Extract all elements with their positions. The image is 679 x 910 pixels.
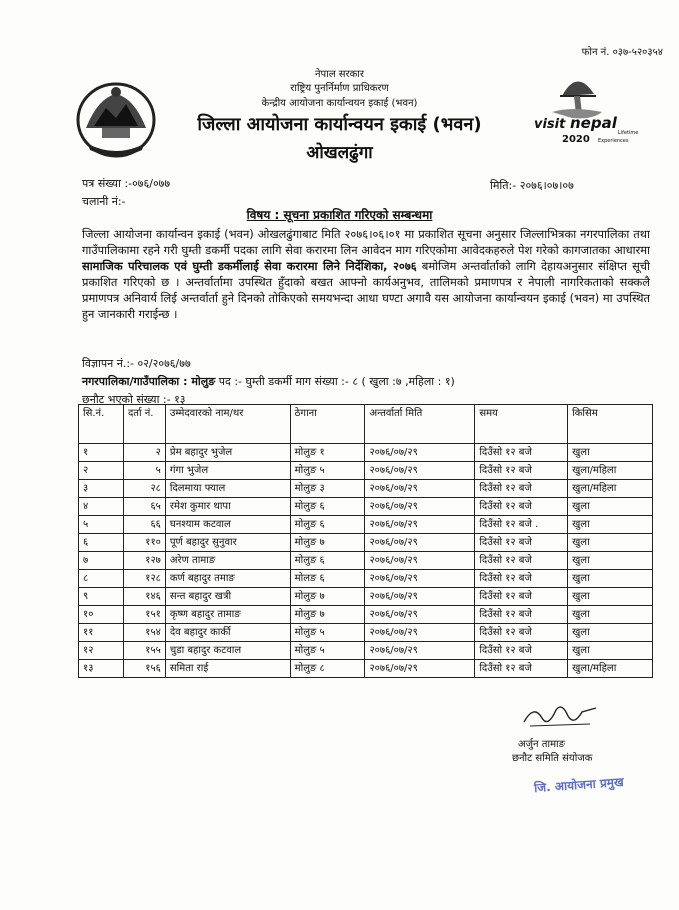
cell-time: दिउँसो १२ बजे [475,552,568,570]
cell-time: दिउँसो १२ बजे [475,480,568,498]
cell-time: दिउँसो १२ बजे . [475,516,568,534]
table-row [79,516,653,534]
cell-address: मोलुङ ६ [290,516,365,534]
cell-candidate-name: सन्त बहादुर खत्री [165,588,290,606]
cell-time: दिउँसो १२ बजे [475,570,568,588]
cell-category: खुला [568,606,653,624]
subject-line: विषय : सूचना प्रकाशित गरिएको सम्बन्धमा [246,208,433,222]
handwritten-signature [520,700,600,730]
svg-text:visit: visit [534,117,566,132]
svg-text:Experiences: Experiences [598,138,629,144]
cell-candidate-name: पूर्ण बहादुर सुनुवार [165,534,290,552]
header-serial: सि.नं. [79,405,124,444]
authority-name: राष्ट्रिय पुनर्निर्माण प्राधिकरण [290,83,389,94]
body-text-a: जिल्ला आयोजना कार्यान्वन इकाई (भवन) ओखलढुंगाबाट मिति २०७६।०६।०१ मा प्रकाशित सूचना अनुसार जिल्लाभित्रका नगरपालिका तथा गाउँपालिकामा रहने गरी घुम्ती डकर्मी पदका लागि सेवा करारमा लिन आवेदन माग गरिएकोमा आवेदकहरुले पेश गरेको कागजातका आधारमा [82,227,650,257]
cell-candidate-name: दिलमाया फ्याल [165,480,290,498]
signatory-role: छनौट समिति संयोजक [512,753,593,764]
table-row [79,534,653,552]
cell-serial: ९ [79,588,124,606]
cell-candidate-name: चुडा बहादुर कटवाल [165,642,290,660]
cell-category: खुला [568,516,653,534]
selected-count: छनौट भएको संख्या :- १३ [82,393,186,406]
cell-time: दिउँसो १२ बजे [475,624,568,642]
cell-serial: २ [79,462,124,480]
cell-registration: २ [123,444,165,462]
cell-registration: १५१ [123,606,165,624]
header-address: ठेगाना [290,405,365,444]
cell-interview-date: २०७६/०७/२९ [365,552,475,570]
cell-registration: १४६ [123,588,165,606]
table-row [79,624,653,642]
cell-interview-date: २०७६/०७/२९ [365,444,475,462]
header-candidate-name: उम्मेदवारको नाम/थर [165,405,290,444]
cell-interview-date: २०७६/०७/२९ [365,570,475,588]
table-row [79,660,653,678]
cell-interview-date: २०७६/०७/२९ [365,588,475,606]
candidate-table [78,404,653,678]
cell-category: खुला [568,624,653,642]
table-row [79,462,653,480]
header-category: किसिम [568,405,653,444]
reference-number: पत्र संख्या :-०७६/०७७ [82,177,171,190]
cell-category: खुला/महिला [568,660,653,678]
table-row [79,570,653,588]
cell-registration: ११० [123,534,165,552]
cell-time: दिउँसो १२ बजे [475,462,568,480]
cell-category: खुला [568,498,653,516]
cell-address: मोलुङ ७ [290,534,365,552]
cell-registration: १२८ [123,570,165,588]
cell-registration: ६५ [123,498,165,516]
cell-serial: १ [79,444,124,462]
cell-registration: ५ [123,462,165,480]
cell-serial: १३ [79,660,124,678]
cell-serial: ४ [79,498,124,516]
cell-candidate-name: समिता राई [165,660,290,678]
table-row [79,480,653,498]
advertisement-number: विज्ञापन नं.:- ०२/२०७६/७७ [82,357,191,370]
cell-candidate-name: प्रेम बहादुर भुजेल [165,444,290,462]
cell-time: दिउँसो १२ बजे [475,444,568,462]
cell-registration: १५६ [123,660,165,678]
cell-time: दिउँसो १२ बजे [475,588,568,606]
cell-serial: ८ [79,570,124,588]
cell-interview-date: २०७६/०७/२९ [365,660,475,678]
cell-candidate-name: कर्ण बहादुर तमाङ [165,570,290,588]
cell-candidate-name: अरेण तामाङ [165,552,290,570]
municipality-label: नगरपालिका/गाउँपालिका : मोलुङ [82,375,216,388]
cell-serial: १२ [79,642,124,660]
cell-time: दिउँसो १२ बजे [475,642,568,660]
cell-category: खुला [568,552,653,570]
dispatch-number: चलानी नं:- [82,195,126,208]
table-row [79,498,653,516]
svg-text:nepal: nepal [570,114,617,132]
table-header-row [79,405,653,444]
cell-category: खुला [568,570,653,588]
body-bold-directive: सामाजिक परिचालक एवं घुम्ती डकर्मीलाई सेवा करारमा लिने निर्देशिका, २०७६ [82,259,417,273]
table-row [79,642,653,660]
table-row [79,588,653,606]
cell-address: मोलुङ ३ [290,480,365,498]
table-row [79,552,653,570]
cell-address: मोलुङ ७ [290,588,365,606]
cell-interview-date: २०७६/०७/२९ [365,498,475,516]
cell-time: दिउँसो १२ बजे [475,660,568,678]
cell-address: मोलुङ १ [290,444,365,462]
cell-interview-date: २०७६/०७/२९ [365,480,475,498]
cell-address: मोलुङ ५ [290,642,365,660]
signatory-name: अर्जुन तामाङ [518,739,566,750]
cell-candidate-name: गंगा भुजेल [165,462,290,480]
cell-category: खुला [568,534,653,552]
header-registration: दर्ता नं. [123,405,165,444]
phone-number: फोन नं. ०३७-५२०३५४ [581,47,663,58]
cell-interview-date: २०७६/०७/२९ [365,462,475,480]
official-stamp: जि. आयोजना प्रमुख [533,774,625,796]
cell-category: खुला [568,588,653,606]
municipality-post-line [82,374,455,389]
government-name: नेपाल सरकार [315,69,364,80]
cell-category: खुला/महिला [568,462,653,480]
body-text-b: बमोजिम अन्तर्वार्ताको लागि देहायअनुसार संक्षिप्त सूची प्रकाशित गरिएको छ । अन्तर्वार्तामा उपस्थित हुँदाको बखत आफ्नो कार्यअनुभव, तालिमको प्रमाणपत्र र नेपाली नागरिकताको सक्कलै प्रमाणपत्र अनिवार्य लिई अन्तर्वार्ता हुने दिनको तोकिएको समयभन्दा आधा घण्टा अगावै यस आयोजना कार्यान्वयन इकाई (भवन) मा उपस्थित हुन जानकारी गराईन्छ । [82,259,650,321]
header-interview-date: अन्तर्वार्ता मिति [365,405,475,444]
cell-serial: ६ [79,534,124,552]
cell-interview-date: २०७६/०७/२९ [365,624,475,642]
notice-body [82,226,650,322]
cell-serial: ३ [79,480,124,498]
cell-address: मोलुङ ७ [290,606,365,624]
central-unit-name: केन्द्रीय आयोजना कार्यान्वयन इकाई (भवन) [261,98,418,109]
office-title: जिल्ला आयोजना कार्यान्वयन इकाई (भवन) [197,114,482,135]
cell-serial: ७ [79,552,124,570]
svg-text:2020: 2020 [562,134,590,145]
cell-address: मोलुङ ६ [290,498,365,516]
cell-time: दिउँसो १२ बजे [475,606,568,624]
cell-category: खुला [568,642,653,660]
cell-time: दिउँसो १२ बजे [475,498,568,516]
cell-candidate-name: देव बहादुर कार्की [165,624,290,642]
cell-candidate-name: कृष्ण बहादुर तामाङ [165,606,290,624]
cell-interview-date: २०७६/०७/२९ [365,642,475,660]
cell-address: मोलुङ ५ [290,624,365,642]
cell-candidate-name: रमेश कुमार थापा [165,498,290,516]
header-time: समय [475,405,568,444]
cell-serial: ११ [79,624,124,642]
cell-serial: ५ [79,516,124,534]
letter-date: मिति:- २०७६।०७।०७ [490,179,574,192]
cell-registration: २८ [123,480,165,498]
cell-candidate-name: घनश्याम कटवाल [165,516,290,534]
district-name: ओखलढुंगा [306,143,373,163]
svg-text:Lifetime: Lifetime [618,130,639,136]
post-info: पद :- घुम्ती डकर्मी माग संख्या :- ८ ( खुला :७ ,महिला : १) [215,375,455,388]
cell-interview-date: २०७६/०७/२९ [365,606,475,624]
cell-serial: १० [79,606,124,624]
cell-category: खुला/महिला [568,480,653,498]
cell-registration: १५५ [123,642,165,660]
cell-address: मोलुङ ६ [290,552,365,570]
cell-registration: ६६ [123,516,165,534]
cell-time: दिउँसो १२ बजे [475,534,568,552]
cell-address: मोलङ ६ [290,570,365,588]
table-row [79,444,653,462]
cell-interview-date: २०७६/०७/२९ [365,534,475,552]
cell-interview-date: २०७६/०७/२९ [365,516,475,534]
cell-category: खुला [568,444,653,462]
cell-address: मोलुङ ८ [290,660,365,678]
cell-registration: १५४ [123,624,165,642]
cell-address: मोलुङ ५ [290,462,365,480]
cell-registration: १२७ [123,552,165,570]
table-row [79,606,653,624]
